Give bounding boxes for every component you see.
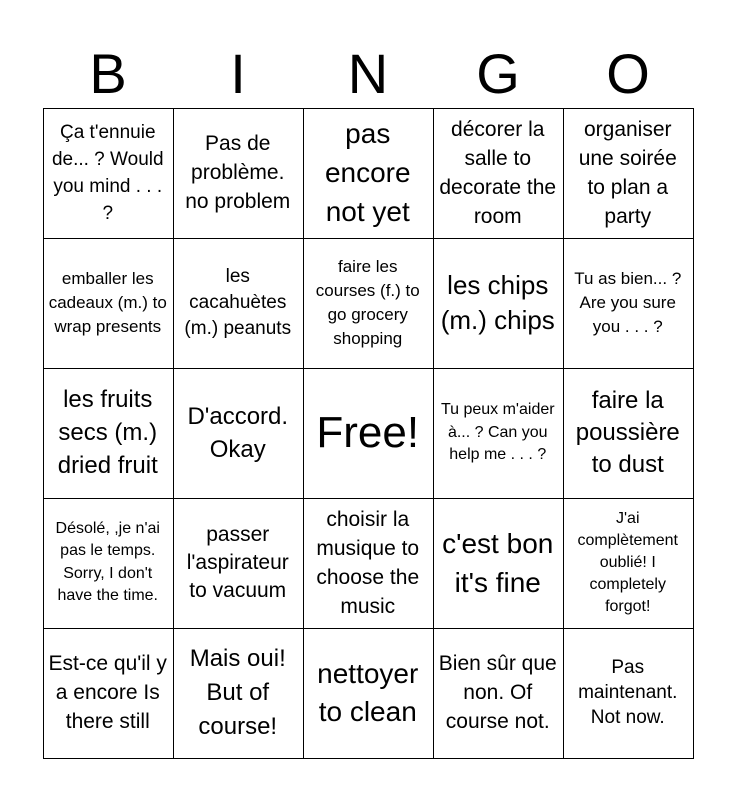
cell-text: c'est bon it's fine xyxy=(442,527,554,598)
bingo-cell[interactable] xyxy=(173,108,305,240)
bingo-cell[interactable] xyxy=(43,108,175,240)
cell-text: Tu as bien... ? Are you sure you . . . ? xyxy=(574,268,682,336)
bingo-cell[interactable] xyxy=(563,238,695,370)
header-letter-n: N xyxy=(347,42,389,105)
bingo-cell[interactable] xyxy=(43,628,175,760)
header-letter-o: O xyxy=(606,42,650,105)
header-letter-b: B xyxy=(89,42,127,105)
bingo-cell[interactable] xyxy=(563,368,695,500)
cell-text: Pas maintenant. Not now. xyxy=(578,657,678,729)
cell-text: nettoyer to clean xyxy=(317,657,419,727)
cell-text: organiser une soirée to plan a party xyxy=(578,117,677,228)
cell-text: J'ai complètement oublié! I completely forgot! xyxy=(577,509,678,615)
cell-text: emballer les cadeaux (m.) to wrap presents xyxy=(48,268,167,336)
bingo-cell[interactable] xyxy=(43,368,175,500)
bingo-cell[interactable] xyxy=(433,628,565,760)
header-letter-i: I xyxy=(230,42,246,105)
bingo-cell[interactable] xyxy=(303,108,435,240)
free-space-cell[interactable] xyxy=(303,368,435,500)
cell-text: Free! xyxy=(316,407,420,457)
cell-text: pas encore not yet xyxy=(324,118,411,228)
bingo-cell[interactable] xyxy=(43,498,175,630)
cell-text: Tu peux m'aider à... ? Can you help me . . . ? xyxy=(440,401,555,463)
bingo-cell[interactable] xyxy=(433,368,565,500)
cell-text: Mais oui! But of course! xyxy=(189,644,286,740)
cell-text: faire les courses (f.) to go grocery shopping xyxy=(315,256,420,348)
bingo-grid xyxy=(43,108,693,758)
bingo-header xyxy=(43,40,693,108)
cell-text: les cacahuètes (m.) peanuts xyxy=(184,265,292,339)
cell-text: les fruits secs (m.) dried fruit xyxy=(57,386,158,480)
bingo-cell[interactable] xyxy=(173,498,305,630)
bingo-cell[interactable] xyxy=(303,498,435,630)
header-letter-g: G xyxy=(476,42,520,105)
cell-text: D'accord. Okay xyxy=(187,402,289,463)
bingo-cell[interactable] xyxy=(563,628,695,760)
cell-text: Désolé, ,je n'ai pas le temps. Sorry, I don't have the time. xyxy=(55,519,160,605)
bingo-cell[interactable] xyxy=(173,238,305,370)
bingo-cell[interactable] xyxy=(433,238,565,370)
cell-text: faire la poussière to dust xyxy=(575,386,680,478)
bingo-cell[interactable] xyxy=(303,238,435,370)
cell-text: décorer la salle to decorate the room xyxy=(439,117,557,228)
cell-text: Pas de problème. no problem xyxy=(185,132,291,214)
cell-text: Ça t'ennuie de... ? Would you mind . . . ? xyxy=(51,121,164,224)
bingo-cell[interactable] xyxy=(173,628,305,760)
cell-text: Bien sûr que non. Of course not. xyxy=(438,652,557,734)
bingo-cell[interactable] xyxy=(303,628,435,760)
bingo-cell[interactable] xyxy=(563,108,695,240)
bingo-cell[interactable] xyxy=(173,368,305,500)
cell-text: choisir la musique to choose the music xyxy=(316,507,420,618)
cell-text: les chips (m.) chips xyxy=(440,269,555,335)
bingo-cell[interactable] xyxy=(43,238,175,370)
bingo-cell[interactable] xyxy=(563,498,695,630)
cell-text: Est-ce qu'il y a encore Is there still xyxy=(48,652,167,734)
cell-text: passer l'aspirateur to vacuum xyxy=(186,522,289,602)
bingo-cell[interactable] xyxy=(433,498,565,630)
bingo-cell[interactable] xyxy=(433,108,565,240)
